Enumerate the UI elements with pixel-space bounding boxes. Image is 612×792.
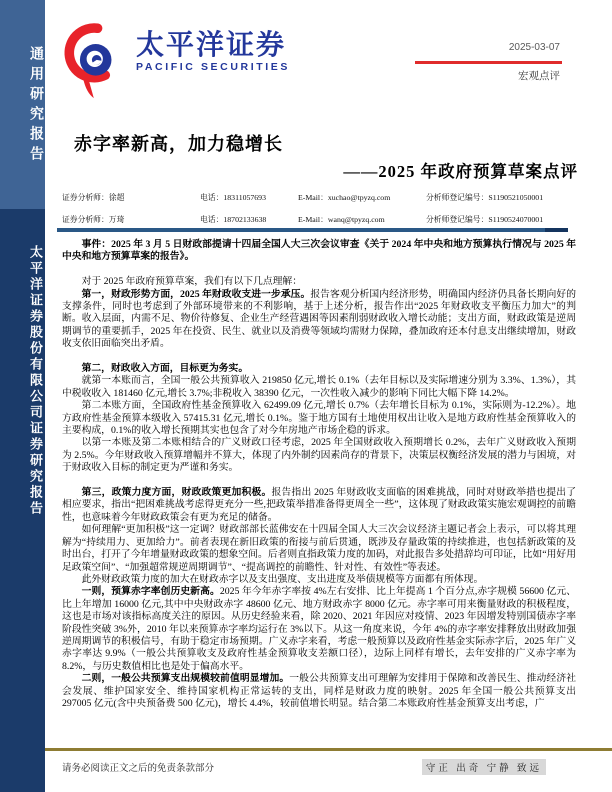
analyst-reg-number: 分析师登记编号：S1190521050001	[426, 192, 544, 202]
paragraph-text: 2025 年 3 月 5 日财政部提请十四届全国人大三次会议审查《关于 2024 年中央和地方预算执行情况与 2025 年中央和地方预算草案的报告》。	[62, 239, 577, 263]
analyst-phone: 电话：18311057693	[200, 192, 266, 202]
paragraph-text: 就第一本账而言，全国一般公共预算收入 219850 亿元,增长 0.1%（去年目标以及实际增速分别为 3.3%、1.3%），其中税收收入 181460 亿元,增长 3.7%;非税收入 38390 亿元，一次性收入减少的影响下同比大幅下降 14.2%。	[62, 375, 576, 399]
paragraph-text: 2025 年今年赤字率按 4%左右安排、比上年提高 1 个百分点,赤字规模 56600 亿元、比上年增加 16000 亿元,其中中央财政赤字 48600 亿元、地方财政赤字 8000 亿元。赤字率可用来衡量财政的积极程度，这也是市场对该指标高度关注的原因。从历史经验来看，除 2020、2021 年因应对疫情、2023 年因增发特别国债赤字率阶段性突破 3%外，2010 年以来预算赤字率均运行在 3%以下。从这一角度来说，今年 4%的赤字率安排释放出财政加强逆周期调节的积极信号，有助于稳定市场预期。广义赤字来看，考虑一般预算以及政府性基金实际赤字后，2025 年广义赤字率达 9.9%（一般公共预算收支及政府性基金预算收支差额口径），边际上同样有增长，去年安排的广义赤字率为 8.2%，与历史数值相比也是处于偏高水平。	[62, 586, 576, 672]
analyst-phone: 电话：18702133638	[200, 214, 267, 224]
paragraph-text: 如何理解“更加积极”这一定调？财政部部长蓝佛安在十四届全国人大三次会议经济主题记者会上表示，可以将其理解为“持续用力、更加给力”。前者表现在新旧政策的衔接与前后贯通，既涉及存量政策的持续推进，也包括新政策的及时出台，打开了今年增量财政政策的想象空间。后者则直指政策力度的加码，对此报告多处措辞均可印证，比如“用好用足政策空间”、“加强超常规逆周期调节”、“提高调控的前瞻性、针对性、有效性”等表述。	[62, 524, 576, 573]
footer-motto: 守正 出奇 宁静 致远	[422, 759, 546, 775]
paragraph-text: 第二本账方面，全国政府性基金预算收入 62499.09 亿元,增长 0.7%（去年增长目标为 0.1%，实际则为-12.2%）。地方政府性基金预算本级收入 57415.31 亿元,增长 0.1%。鉴于地方国有土地使用权出让收入是地方政府性基金预算收入的主要构成，0.1%的收入增长预期其实也包含了对今年房地产市场企稳的诉求。	[62, 400, 576, 437]
section-divider-bar	[57, 228, 568, 232]
report-date: 2025-03-07	[508, 42, 560, 53]
paragraph-lead: 第二，财政收入方面，目标更为务实。	[81, 363, 249, 375]
body-paragraph	[62, 524, 576, 574]
brand-name-cn: 太平洋证券	[136, 29, 287, 60]
paragraph-text: 对于 2025 年政府预算草案，我们有以下几点理解：	[81, 276, 303, 288]
body-paragraph	[62, 673, 576, 710]
body-paragraph	[62, 289, 576, 351]
body-paragraph	[62, 586, 576, 673]
analyst-row	[62, 186, 572, 208]
report-body	[62, 239, 576, 710]
paragraph-lead: 二则，一般公共预算支出规模较前值明显增加。	[81, 673, 290, 685]
analyst-name: 证券分析师：徐超	[62, 192, 125, 202]
body-paragraph	[62, 437, 576, 474]
analyst-email: E-Mail：wanq@tpyzq.com	[298, 214, 385, 224]
logo-text-block	[136, 30, 290, 74]
analyst-row	[62, 208, 572, 230]
sidebar-general-report-band	[0, 0, 45, 209]
body-paragraph	[62, 487, 576, 524]
paragraph-text: 以第一本账及第二本账相结合的广义财政口径考虑，2025 年全国财政收入预期增长 0.2%，去年广义财政收入预期为 2.5%。今年财政收入预算增幅并不算大，体现了内外制约因素尚存的背景下，决策层权衡经济发展的潜力与困境，对于财政收入目标的制定更为严谨和务实。	[62, 437, 576, 474]
paragraph-text: 报告客观分析国内经济形势，明确国内经济仍具备长期向好的支撑条件，同时也考虑到了外部环境带来的不利影响，基于上述分析，报告作出“2025 年财政收支平衡压力加大”的判断。收入层面，内需不足、物价待修复、企业生产经营遇困等因素削弱财政收入增长动能；支出方面，财政政策是逆周期调节的重要抓手，2025 年在投资、民生、就业以及消费等领域均需财力保障，叠加政府还本付息支出继续增加，财政收支依旧面临突出矛盾。	[62, 288, 577, 350]
paragraph-text: 此外财政政策力度的加大在财政赤字以及支出强度、支出进度及举债规模等方面都有所体现。	[81, 573, 484, 585]
brand-name-en: PACIFIC SECURITIES	[136, 61, 290, 73]
analyst-info-table	[62, 186, 572, 230]
paragraph-lead: 一则，预算赤字率创历史新高。	[81, 586, 220, 598]
analyst-name: 证券分析师：万琦	[62, 214, 125, 224]
footer-disclaimer: 请务必阅读正文之后的免责条款部分	[62, 764, 215, 774]
page-title: 赤字率新高，加力稳增长	[74, 134, 283, 154]
body-paragraph	[62, 574, 576, 586]
body-paragraph	[62, 239, 576, 264]
paragraph-lead: 第三，政策力度方面，财政政策更加积极。	[81, 487, 272, 499]
sidebar-company-band	[0, 209, 45, 792]
analyst-reg-number: 分析师登记编号：S1190524070001	[426, 214, 544, 224]
header-red-divider	[415, 61, 562, 64]
sidebar-top-label: 通用研究报告	[28, 46, 43, 166]
paragraph-lead: 事件：	[81, 239, 112, 250]
paragraph-text: 一般公共预算支出可理解为安排用于保障和改善民生、推动经济社会发展、维护国家安全、维持国家机构正常运转的支出，同样是财政力度的映射。2025 年全国一般公共预算支出 297005 亿元(含中央预备费 500 亿元)，增长 4.4%，较前值增长明显。结合第二本账政府性基金预算支出考虑，广	[62, 673, 577, 709]
page-subtitle: ——2025 年政府预算草案点评	[343, 162, 578, 181]
footer-gold-divider	[45, 748, 612, 751]
analyst-email: E-Mail：xuchao@tpyzq.com	[298, 192, 391, 202]
body-paragraph	[62, 276, 576, 288]
body-paragraph	[62, 363, 576, 375]
pacific-securities-logo-icon	[60, 12, 118, 105]
paragraph-text: 报告指出 2025 年财政收支面临的困难挑战，同时对财政举措也提出了相应要求，指出“把困难挑战考虑得更充分一些,把政策举措准备得更周全一些”，这体现了财政政策实施宏观调控的前瞻性，也意味着今年财政政策会有更为充足的储备。	[62, 487, 577, 523]
paragraph-lead: 第一，财政形势方面，2025 年财政收支进一步承压。	[81, 288, 311, 300]
body-paragraph	[62, 375, 576, 400]
sidebar-bottom-label: 太平洋证券股份有限公司证券研究报告	[28, 245, 43, 517]
body-paragraph	[62, 400, 576, 437]
report-type-label: 宏观点评	[518, 71, 560, 82]
